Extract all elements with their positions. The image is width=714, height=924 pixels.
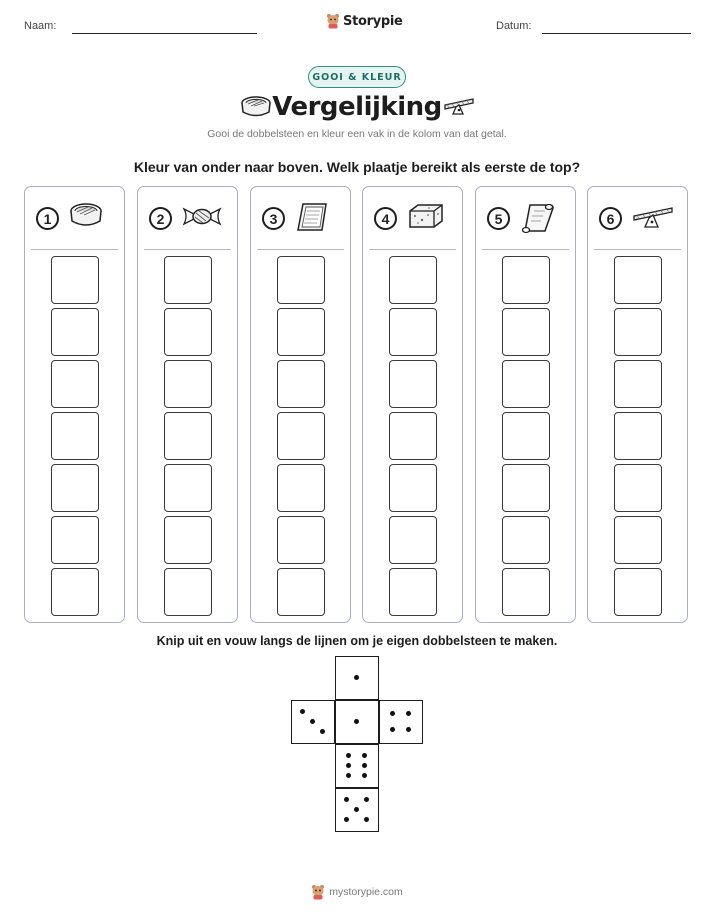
column-number: 2: [149, 207, 172, 230]
column-number: 4: [374, 207, 397, 230]
column-1: [24, 186, 125, 623]
activity-badge: GOOI & KLEUR: [308, 66, 406, 88]
die-pip: [310, 719, 315, 724]
column-divider: [594, 249, 681, 250]
color-cell[interactable]: [502, 568, 550, 616]
tray-icon: [295, 201, 329, 237]
color-cell[interactable]: [502, 412, 550, 460]
color-cell[interactable]: [614, 256, 662, 304]
column-6: [587, 186, 688, 623]
color-cell[interactable]: [164, 464, 212, 512]
die-face-lower[interactable]: [335, 744, 379, 788]
seesaw-icon: [632, 201, 674, 235]
color-cell[interactable]: [277, 256, 325, 304]
die-face-center[interactable]: [335, 700, 379, 744]
color-cell[interactable]: [502, 464, 550, 512]
column-3: [250, 186, 351, 623]
column-number: 6: [599, 207, 622, 230]
brand-name: Storypie: [343, 13, 403, 29]
die-pip: [300, 709, 305, 714]
die-pip: [346, 753, 351, 758]
die-pip: [346, 773, 351, 778]
color-cell[interactable]: [277, 516, 325, 564]
die-pip: [364, 817, 369, 822]
die-instruction: Knip uit en vouw langs de lijnen om je eigen dobbelsteen te maken.: [156, 634, 558, 648]
color-cell[interactable]: [164, 256, 212, 304]
sponge-icon: [407, 201, 445, 235]
column-2: [137, 186, 238, 623]
footer-url[interactable]: mystorypie.com: [329, 886, 403, 898]
column-divider: [144, 249, 231, 250]
color-cell[interactable]: [51, 256, 99, 304]
date-label: Datum:: [496, 20, 532, 32]
page-title: Vergelijking: [272, 92, 442, 122]
die-pip: [364, 797, 369, 802]
die-pip: [362, 773, 367, 778]
die-pip: [354, 807, 359, 812]
die-pip: [390, 711, 395, 716]
footer: [0, 884, 714, 900]
color-cell[interactable]: [614, 464, 662, 512]
die-face-right[interactable]: [379, 700, 423, 744]
column-divider: [482, 249, 569, 250]
die-pip: [354, 719, 359, 724]
color-cell[interactable]: [277, 308, 325, 356]
color-cell[interactable]: [277, 412, 325, 460]
color-cell[interactable]: [164, 360, 212, 408]
candy-icon: [182, 201, 222, 235]
color-cell[interactable]: [614, 360, 662, 408]
die-face-bottom[interactable]: [335, 788, 379, 832]
column-number: 3: [262, 207, 285, 230]
die-pip: [406, 727, 411, 732]
die-face-top[interactable]: [335, 656, 379, 700]
die-pip: [362, 753, 367, 758]
color-cell[interactable]: [389, 412, 437, 460]
color-cell[interactable]: [164, 568, 212, 616]
die-face-left[interactable]: [291, 700, 335, 744]
column-divider: [257, 249, 344, 250]
title-seesaw-icon: [443, 95, 475, 121]
die-pip: [320, 729, 325, 734]
color-cell[interactable]: [389, 516, 437, 564]
color-cell[interactable]: [614, 568, 662, 616]
instruction-text: Kleur van onder naar boven. Welk plaatje bereikt als eerste de top?: [133, 159, 581, 175]
color-cell[interactable]: [614, 308, 662, 356]
die-pip: [362, 763, 367, 768]
column-4: [362, 186, 463, 623]
color-cell[interactable]: [277, 464, 325, 512]
die-pip: [390, 727, 395, 732]
die-pip: [354, 675, 359, 680]
color-cell[interactable]: [389, 568, 437, 616]
storypie-mascot-icon: [311, 884, 325, 900]
scroll-icon: [520, 201, 556, 239]
color-cell[interactable]: [51, 568, 99, 616]
color-cell[interactable]: [502, 256, 550, 304]
color-cell[interactable]: [164, 308, 212, 356]
color-cell[interactable]: [389, 360, 437, 408]
color-cell[interactable]: [51, 516, 99, 564]
name-line[interactable]: [72, 33, 257, 34]
brand-logo: [326, 13, 403, 29]
color-cell[interactable]: [389, 256, 437, 304]
color-cell[interactable]: [502, 360, 550, 408]
name-label: Naam:: [24, 20, 57, 32]
die-pip: [344, 797, 349, 802]
die-pip: [344, 817, 349, 822]
column-number: 1: [36, 207, 59, 230]
color-cell[interactable]: [502, 516, 550, 564]
column-5: [475, 186, 576, 623]
color-cell[interactable]: [164, 516, 212, 564]
color-cell[interactable]: [389, 308, 437, 356]
column-number: 5: [487, 207, 510, 230]
die-pip: [406, 711, 411, 716]
column-divider: [369, 249, 456, 250]
color-cell[interactable]: [51, 464, 99, 512]
die-pip: [346, 763, 351, 768]
color-cell[interactable]: [614, 412, 662, 460]
color-cell[interactable]: [614, 516, 662, 564]
color-cell[interactable]: [164, 412, 212, 460]
color-cell[interactable]: [277, 360, 325, 408]
subtitle: Gooi de dobbelsteen en kleur een vak in de kolom van dat getal.: [207, 128, 507, 140]
color-cell[interactable]: [51, 308, 99, 356]
color-cell[interactable]: [389, 464, 437, 512]
color-cell[interactable]: [51, 412, 99, 460]
color-cell[interactable]: [277, 568, 325, 616]
storypie-mascot-icon: [326, 13, 340, 29]
date-line[interactable]: [542, 33, 691, 34]
column-divider: [31, 249, 118, 250]
color-cell[interactable]: [51, 360, 99, 408]
pan-icon: [69, 201, 103, 235]
color-cell[interactable]: [502, 308, 550, 356]
